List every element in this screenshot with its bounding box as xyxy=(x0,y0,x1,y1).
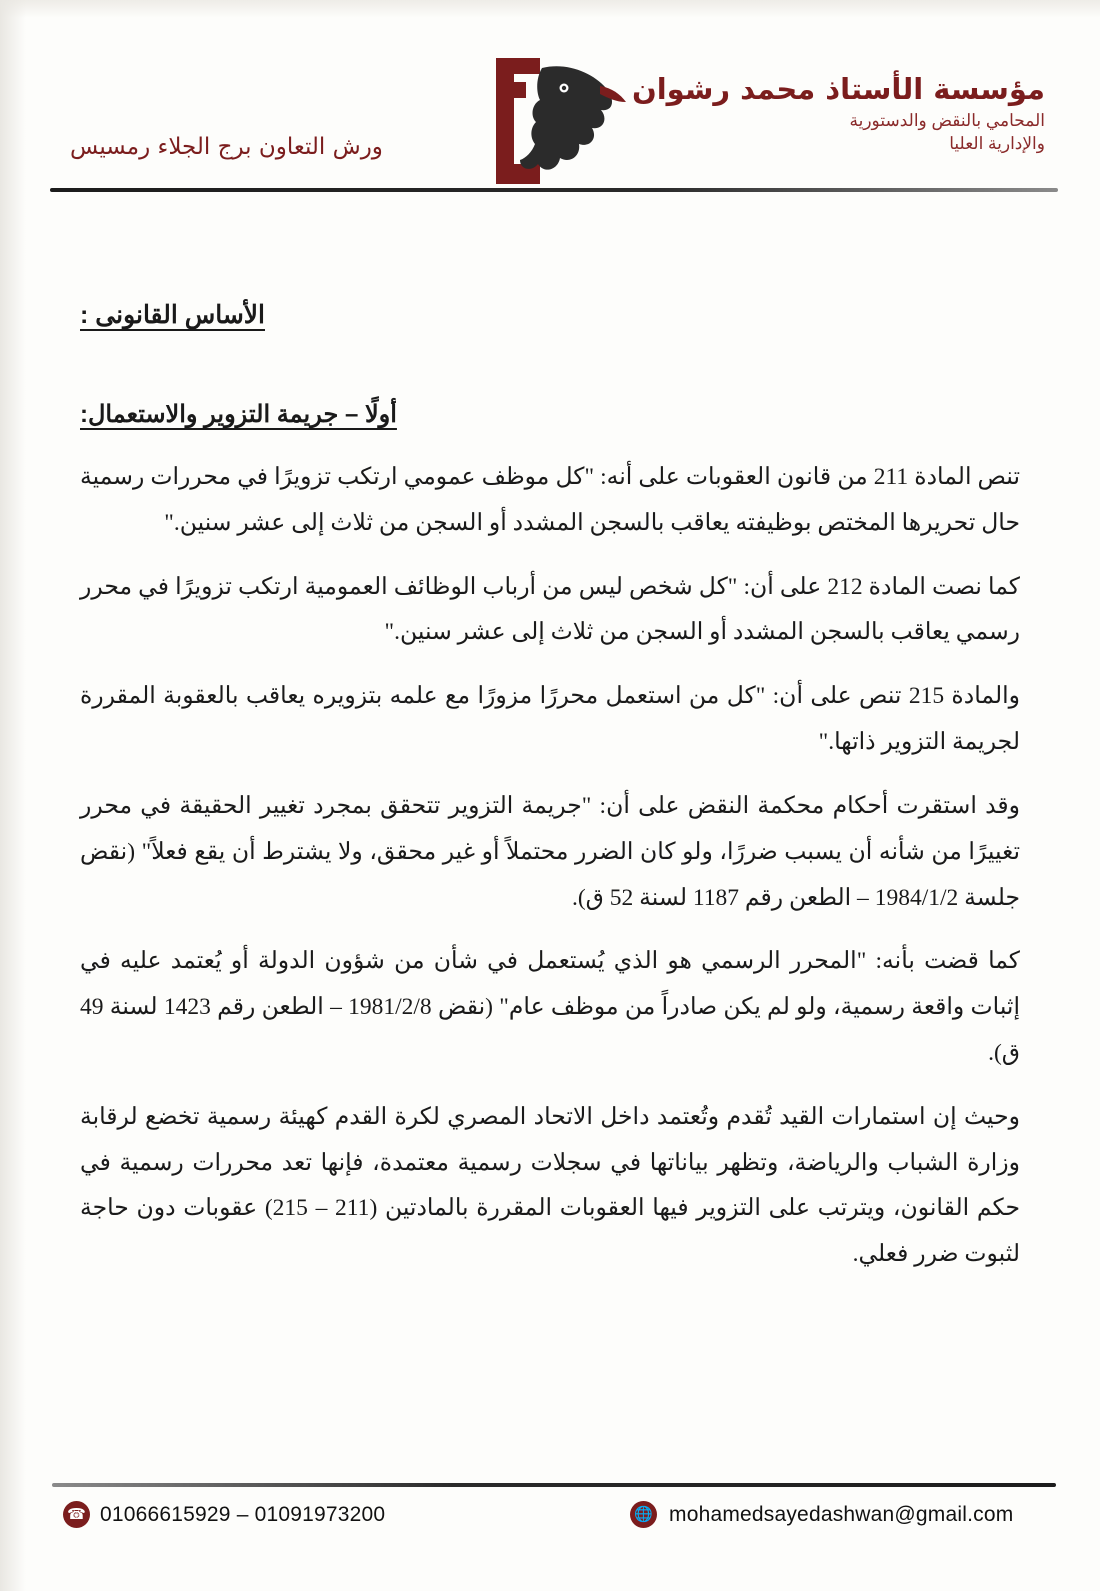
letterhead-header xyxy=(0,34,1100,184)
footer-email-group xyxy=(630,1501,1013,1528)
phone-numbers: 01066615929 – 01091973200 xyxy=(100,1502,386,1526)
brand-block xyxy=(625,74,1045,156)
scan-edge-left xyxy=(0,0,26,1591)
firm-subtitle-line1: المحامي بالنقض والدستورية xyxy=(849,110,1045,130)
page-title: الأساس القانونى : xyxy=(80,301,265,329)
paragraph: وقد استقرت أحكام محكمة النقض على أن: "جريمة التزوير تتحقق بمجرد تغيير الحقيقة في محرر تغييرًا من شأنه أن يسبب ضررًا، ولو كان الضرر محتملاً أو غير محقق، ولا يشترط أن يقع فعلاً" (نقض جلسة 1984/1/2 – الطعن رقم 1187 لسنة 52 ق). xyxy=(80,792,1020,911)
paragraph: كما قضت بأنه: "المحرر الرسمي هو الذي يُستعمل في شأن من شؤون الدولة أو يُعتمد عليه في إثبات واقعة رسمية، ولو لم يكن صادراً من موظف عام" (نقض 1981/2/8 – الطعن رقم 1423 لسنة 49 ق). xyxy=(80,948,1020,1066)
footer-divider xyxy=(52,1483,1056,1487)
paragraph: تنص المادة 211 من قانون العقوبات على أنه: "كل موظف عمومي ارتكب تزويرًا في محررات رسمية حال تحريرها المختص بوظيفته يعاقب بالسجن المشدد أو السجن من ثلاث إلى عشر سنين." xyxy=(80,464,1020,536)
firm-name: مؤسسة الأستاذ محمد رشوان xyxy=(631,72,1045,106)
globe-icon: 🌐 xyxy=(630,1501,657,1528)
firm-subtitle-line2: والإدارية العليا xyxy=(949,133,1045,153)
letterhead-footer xyxy=(55,1499,1045,1543)
email-address: mohamedsayedashwan@gmail.com xyxy=(669,1502,1014,1526)
eagle-shield-logo xyxy=(480,52,630,192)
scan-edge-top xyxy=(0,0,1100,18)
paragraph: والمادة 215 تنص على أن: "كل من استعمل محررًا مزورًا مع علمه بتزويره يعاقب بالعقوبة المقررة لجريمة التزوير ذاتها." xyxy=(80,683,1020,756)
header-divider xyxy=(50,188,1058,192)
subsection-title: أولًا – جريمة التزوير والاستعمال: xyxy=(80,401,397,428)
office-address: ورش التعاون برج الجلاء رمسيس xyxy=(70,134,383,160)
document-body xyxy=(80,300,1020,1278)
paragraph: كما نصت المادة 212 على أن: "كل شخص ليس من أرباب الوظائف العمومية ارتكب تزويرًا في محرر رسمي يعاقب بالسجن المشدد أو السجن من ثلاث إلى عشر سنين." xyxy=(80,573,1020,646)
phone-icon: ☎ xyxy=(63,1501,90,1528)
footer-phone-group xyxy=(63,1501,385,1528)
paragraph: وحيث إن استمارات القيد تُقدم وتُعتمد داخل الاتحاد المصري لكرة القدم كهيئة رسمية تخضع لرقابة وزارة الشباب والرياضة، وتظهر بياناتها في سجلات رسمية معتمدة، فإنها تعد محررات رسمية في حكم القانون، ويترتب على التزوير فيها العقوبات المقررة بالمادتين (211 – 215) عقوبات دون حاجة لثبوت ضرر فعلي. xyxy=(80,1103,1020,1268)
